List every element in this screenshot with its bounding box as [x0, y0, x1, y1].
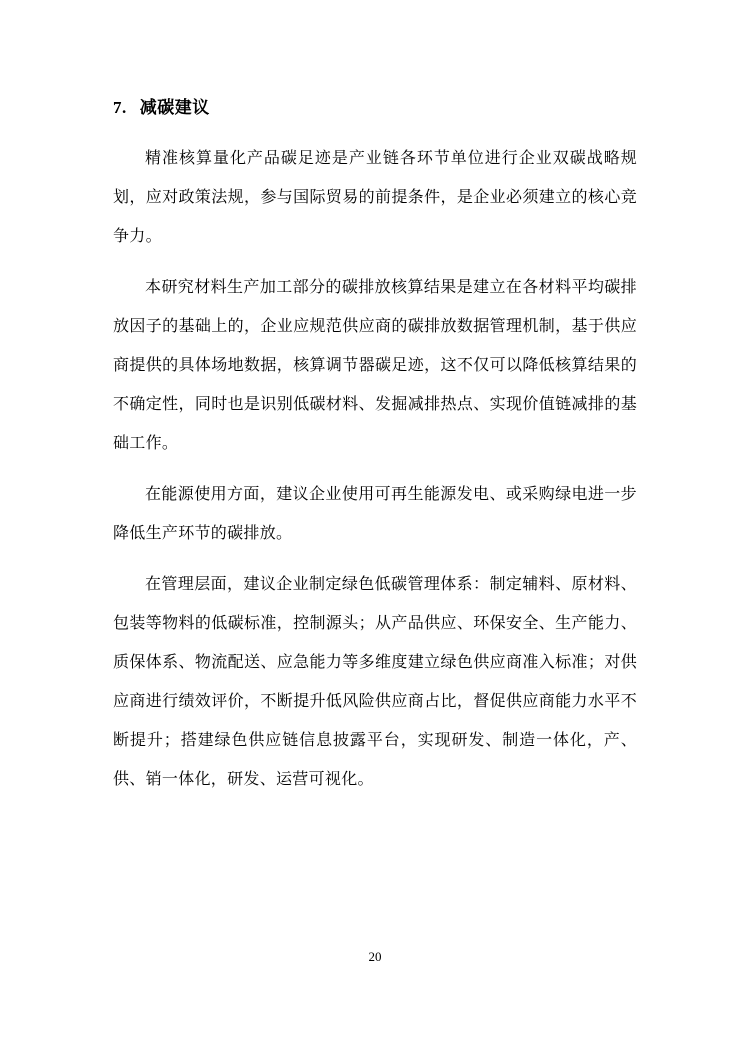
paragraph-4: 在管理层面，建议企业制定绿色低碳管理体系：制定辅料、原材料、包装等物料的低碳标准，控制源头；从产品供应、环保安全、生产能力、质保体系、物流配送、应急能力等多维度建立绿色供应商准入标准；对供应商进行绩效评价，不断提升低风险供应商占比，督促供应商能力水平不断提升；搭建绿色供应链信息披露平台，实现研发、制造一体化，产、供、销一体化，研发、运营可视化。 — [113, 576, 637, 788]
page-content — [113, 97, 637, 799]
section-number: 7. — [113, 98, 127, 117]
page-number: 20 — [368, 949, 382, 964]
paragraph-2: 本研究材料生产加工部分的碳排放核算结果是建立在各材料平均碳排放因子的基础上的，企业应规范供应商的碳排放数据管理机制，基于供应商提供的具体场地数据，核算调节器碳足迹，这不仅可以降低核算结果的不确定性，同时也是识别低碳材料、发掘减排热点、实现价值链减排的基础工作。 — [113, 279, 637, 452]
section-heading — [113, 97, 637, 119]
section-title: 减碳建议 — [139, 98, 210, 117]
page-footer — [0, 948, 750, 966]
paragraph-3: 在能源使用方面，建议企业使用可再生能源发电、或采购绿电进一步降低生产环节的碳排放。 — [113, 486, 637, 542]
body-text — [113, 139, 637, 799]
paragraph-1: 精准核算量化产品碳足迹是产业链各环节单位进行企业双碳战略规划，应对政策法规，参与国际贸易的前提条件，是企业必须建立的核心竞争力。 — [113, 150, 637, 245]
